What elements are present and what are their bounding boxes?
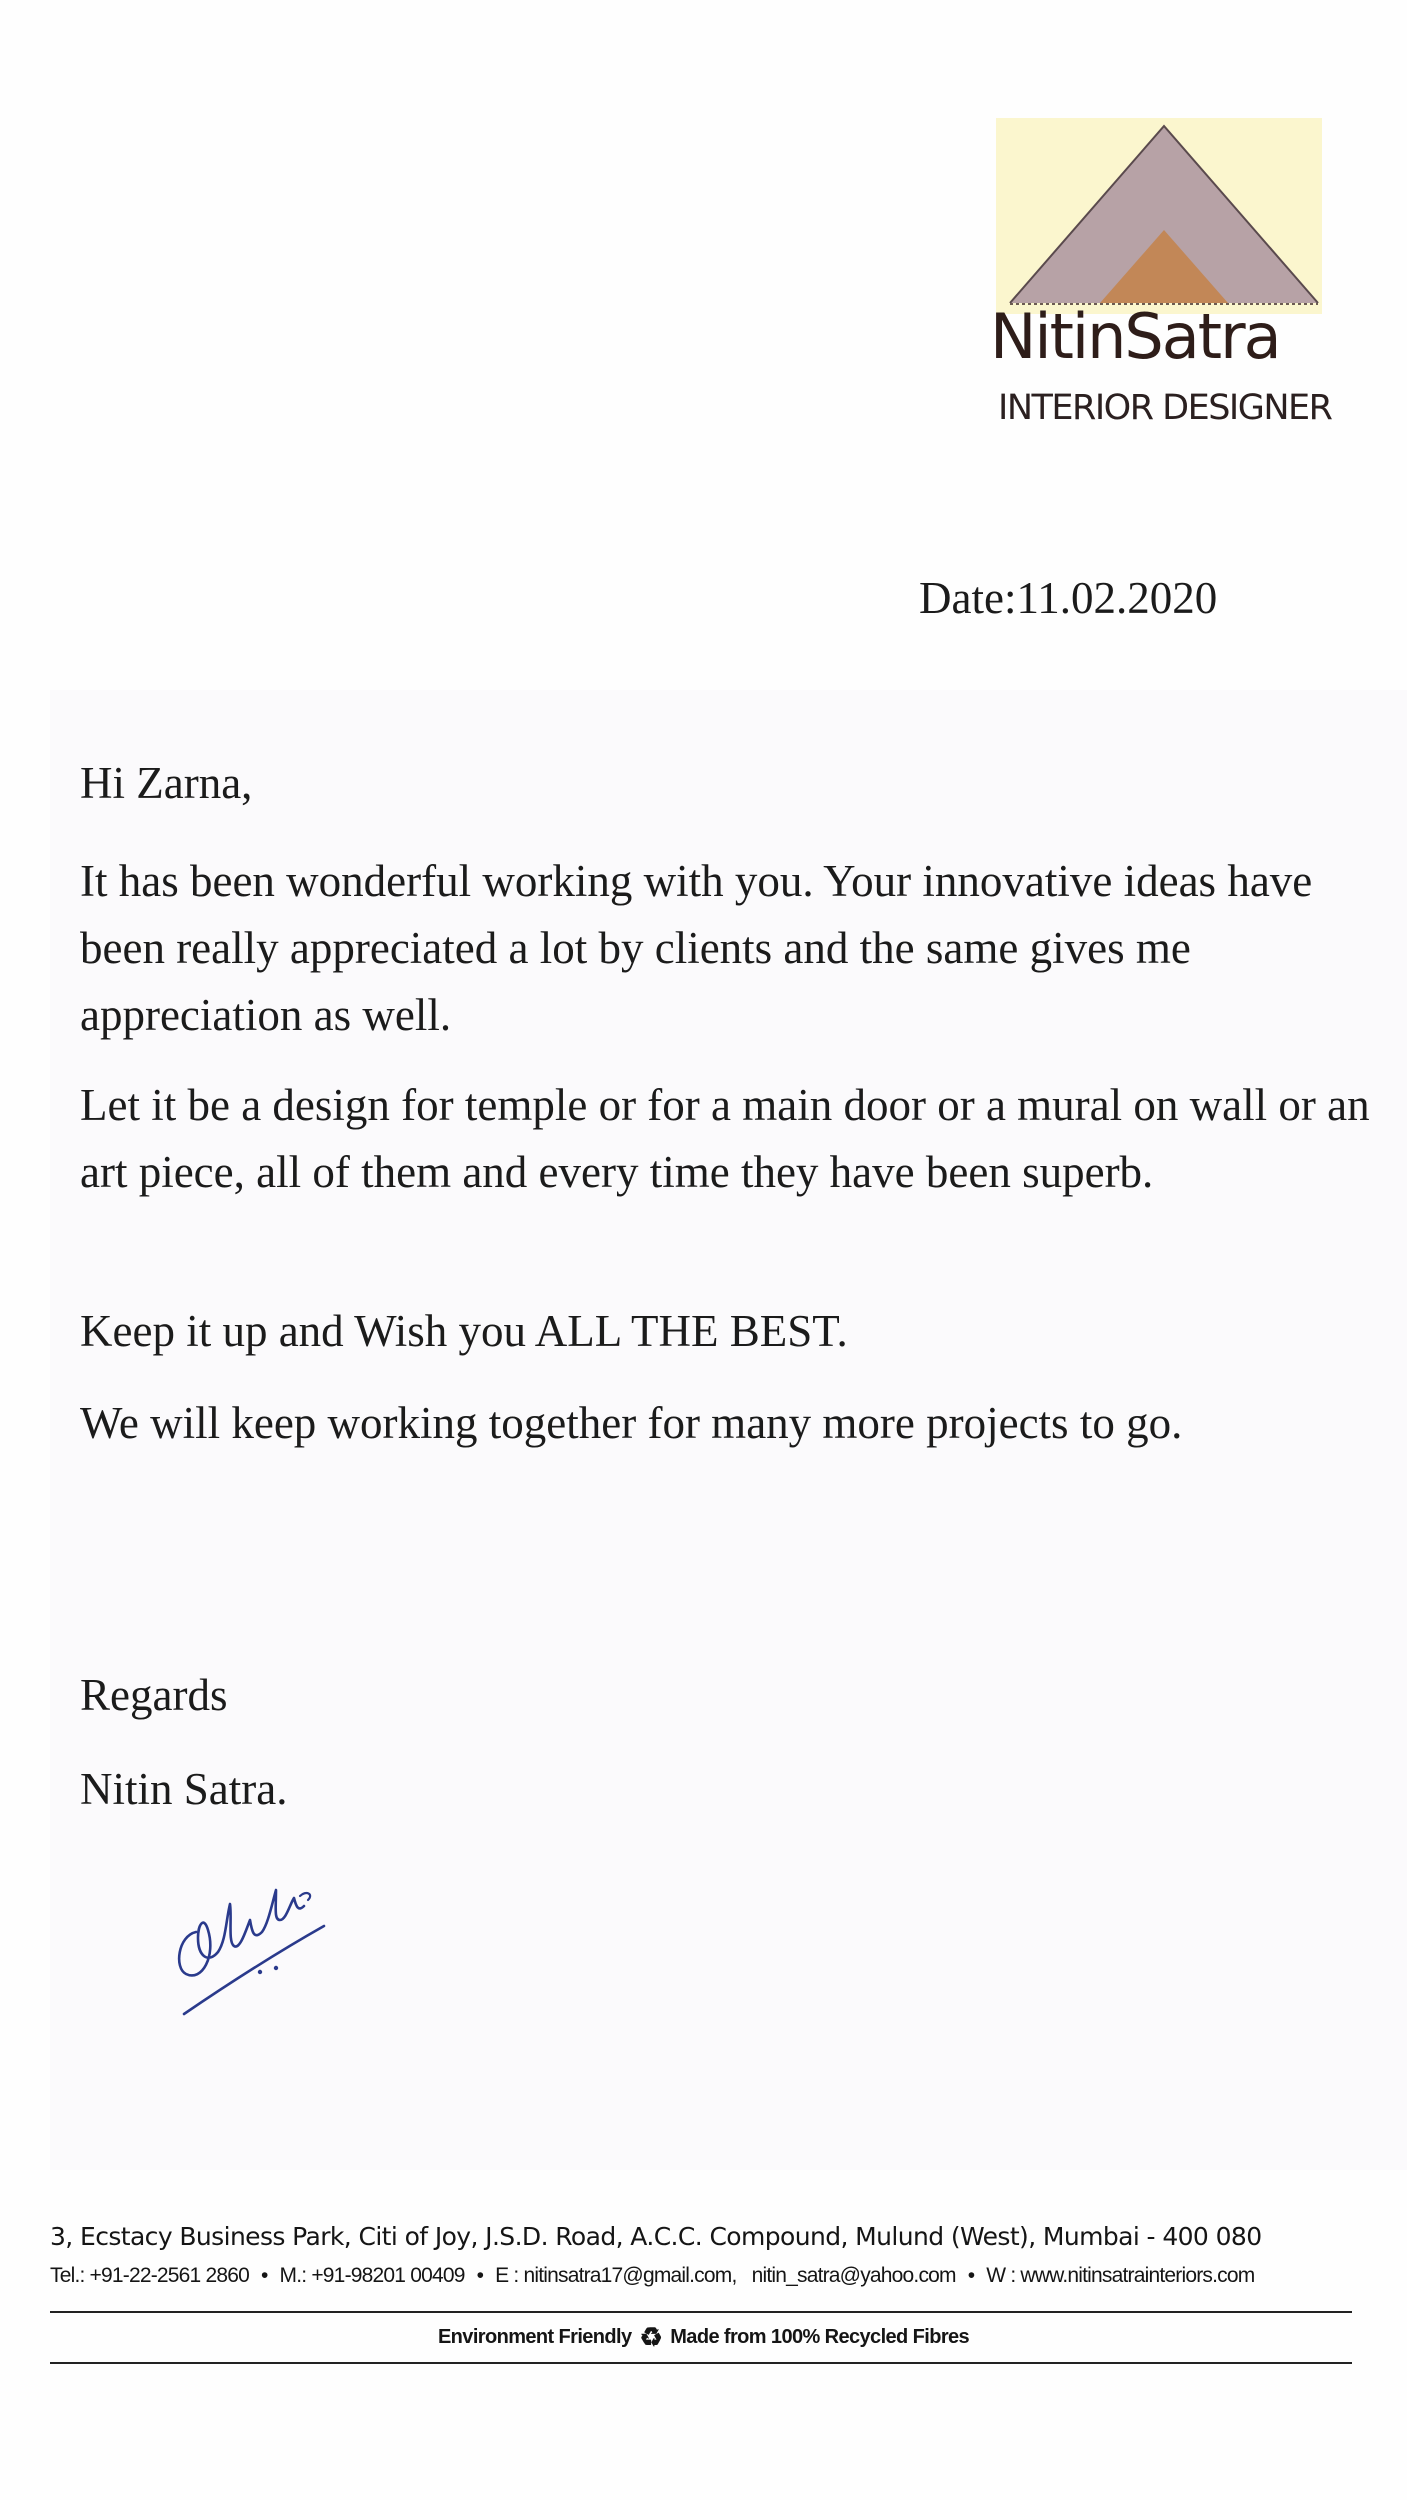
footer-contact-line xyxy=(50,2264,1254,2288)
recycle-icon: ♻ xyxy=(639,2322,663,2352)
signature-icon xyxy=(168,1860,338,2020)
footer-address: 3, Ecstacy Business Park, Citi of Joy, J.S.D. Road, A.C.C. Compound, Mulund (West), Mumbai - 400 080 xyxy=(50,2222,1262,2251)
closing: Regards xyxy=(80,1670,228,1720)
footer-email-2: nitin_satra@yahoo.com xyxy=(751,2264,956,2287)
logo-name: NitinSatra xyxy=(990,300,1280,373)
paragraph-4: We will keep working together for many more projects to go. xyxy=(80,1398,1183,1448)
footer-mobile: M.: +91-98201 00409 xyxy=(279,2264,465,2287)
eco-right-text: Made from 100% Recycled Fibres xyxy=(670,2326,970,2348)
footer-eco-line xyxy=(0,2322,1407,2353)
separator-dot: • xyxy=(476,2264,484,2287)
footer-email: E : nitinsatra17@gmail.com, xyxy=(495,2264,737,2287)
logo-subtitle: INTERIOR DESIGNER xyxy=(998,388,1332,428)
footer-divider-bottom xyxy=(50,2362,1352,2364)
paragraph-3: Keep it up and Wish you ALL THE BEST. xyxy=(80,1306,848,1356)
eco-left-text: Environment Friendly xyxy=(437,2326,632,2348)
separator-dot: • xyxy=(260,2264,268,2287)
signer-name: Nitin Satra. xyxy=(80,1764,288,1814)
pyramid-logo-icon xyxy=(996,118,1322,314)
paragraph-2: Let it be a design for temple or for a main door or a mural on wall or an art piece, all of them and every time they have been superb. xyxy=(80,1080,1370,1197)
company-logo xyxy=(978,110,1340,450)
paragraph-1: It has been wonderful working with you. Your innovative ideas have been really appreciated a lot by clients and the same gives me appreciation as well. xyxy=(80,856,1313,1040)
letter-date: Date:11.02.2020 xyxy=(919,573,1218,623)
greeting: Hi Zarna, xyxy=(80,758,253,808)
footer-tel: Tel.: +91-22-2561 2860 xyxy=(50,2264,249,2287)
footer-divider-top xyxy=(50,2311,1352,2313)
separator-dot: • xyxy=(967,2264,975,2287)
footer-website: W : www.nitinsatrainteriors.com xyxy=(986,2264,1255,2287)
